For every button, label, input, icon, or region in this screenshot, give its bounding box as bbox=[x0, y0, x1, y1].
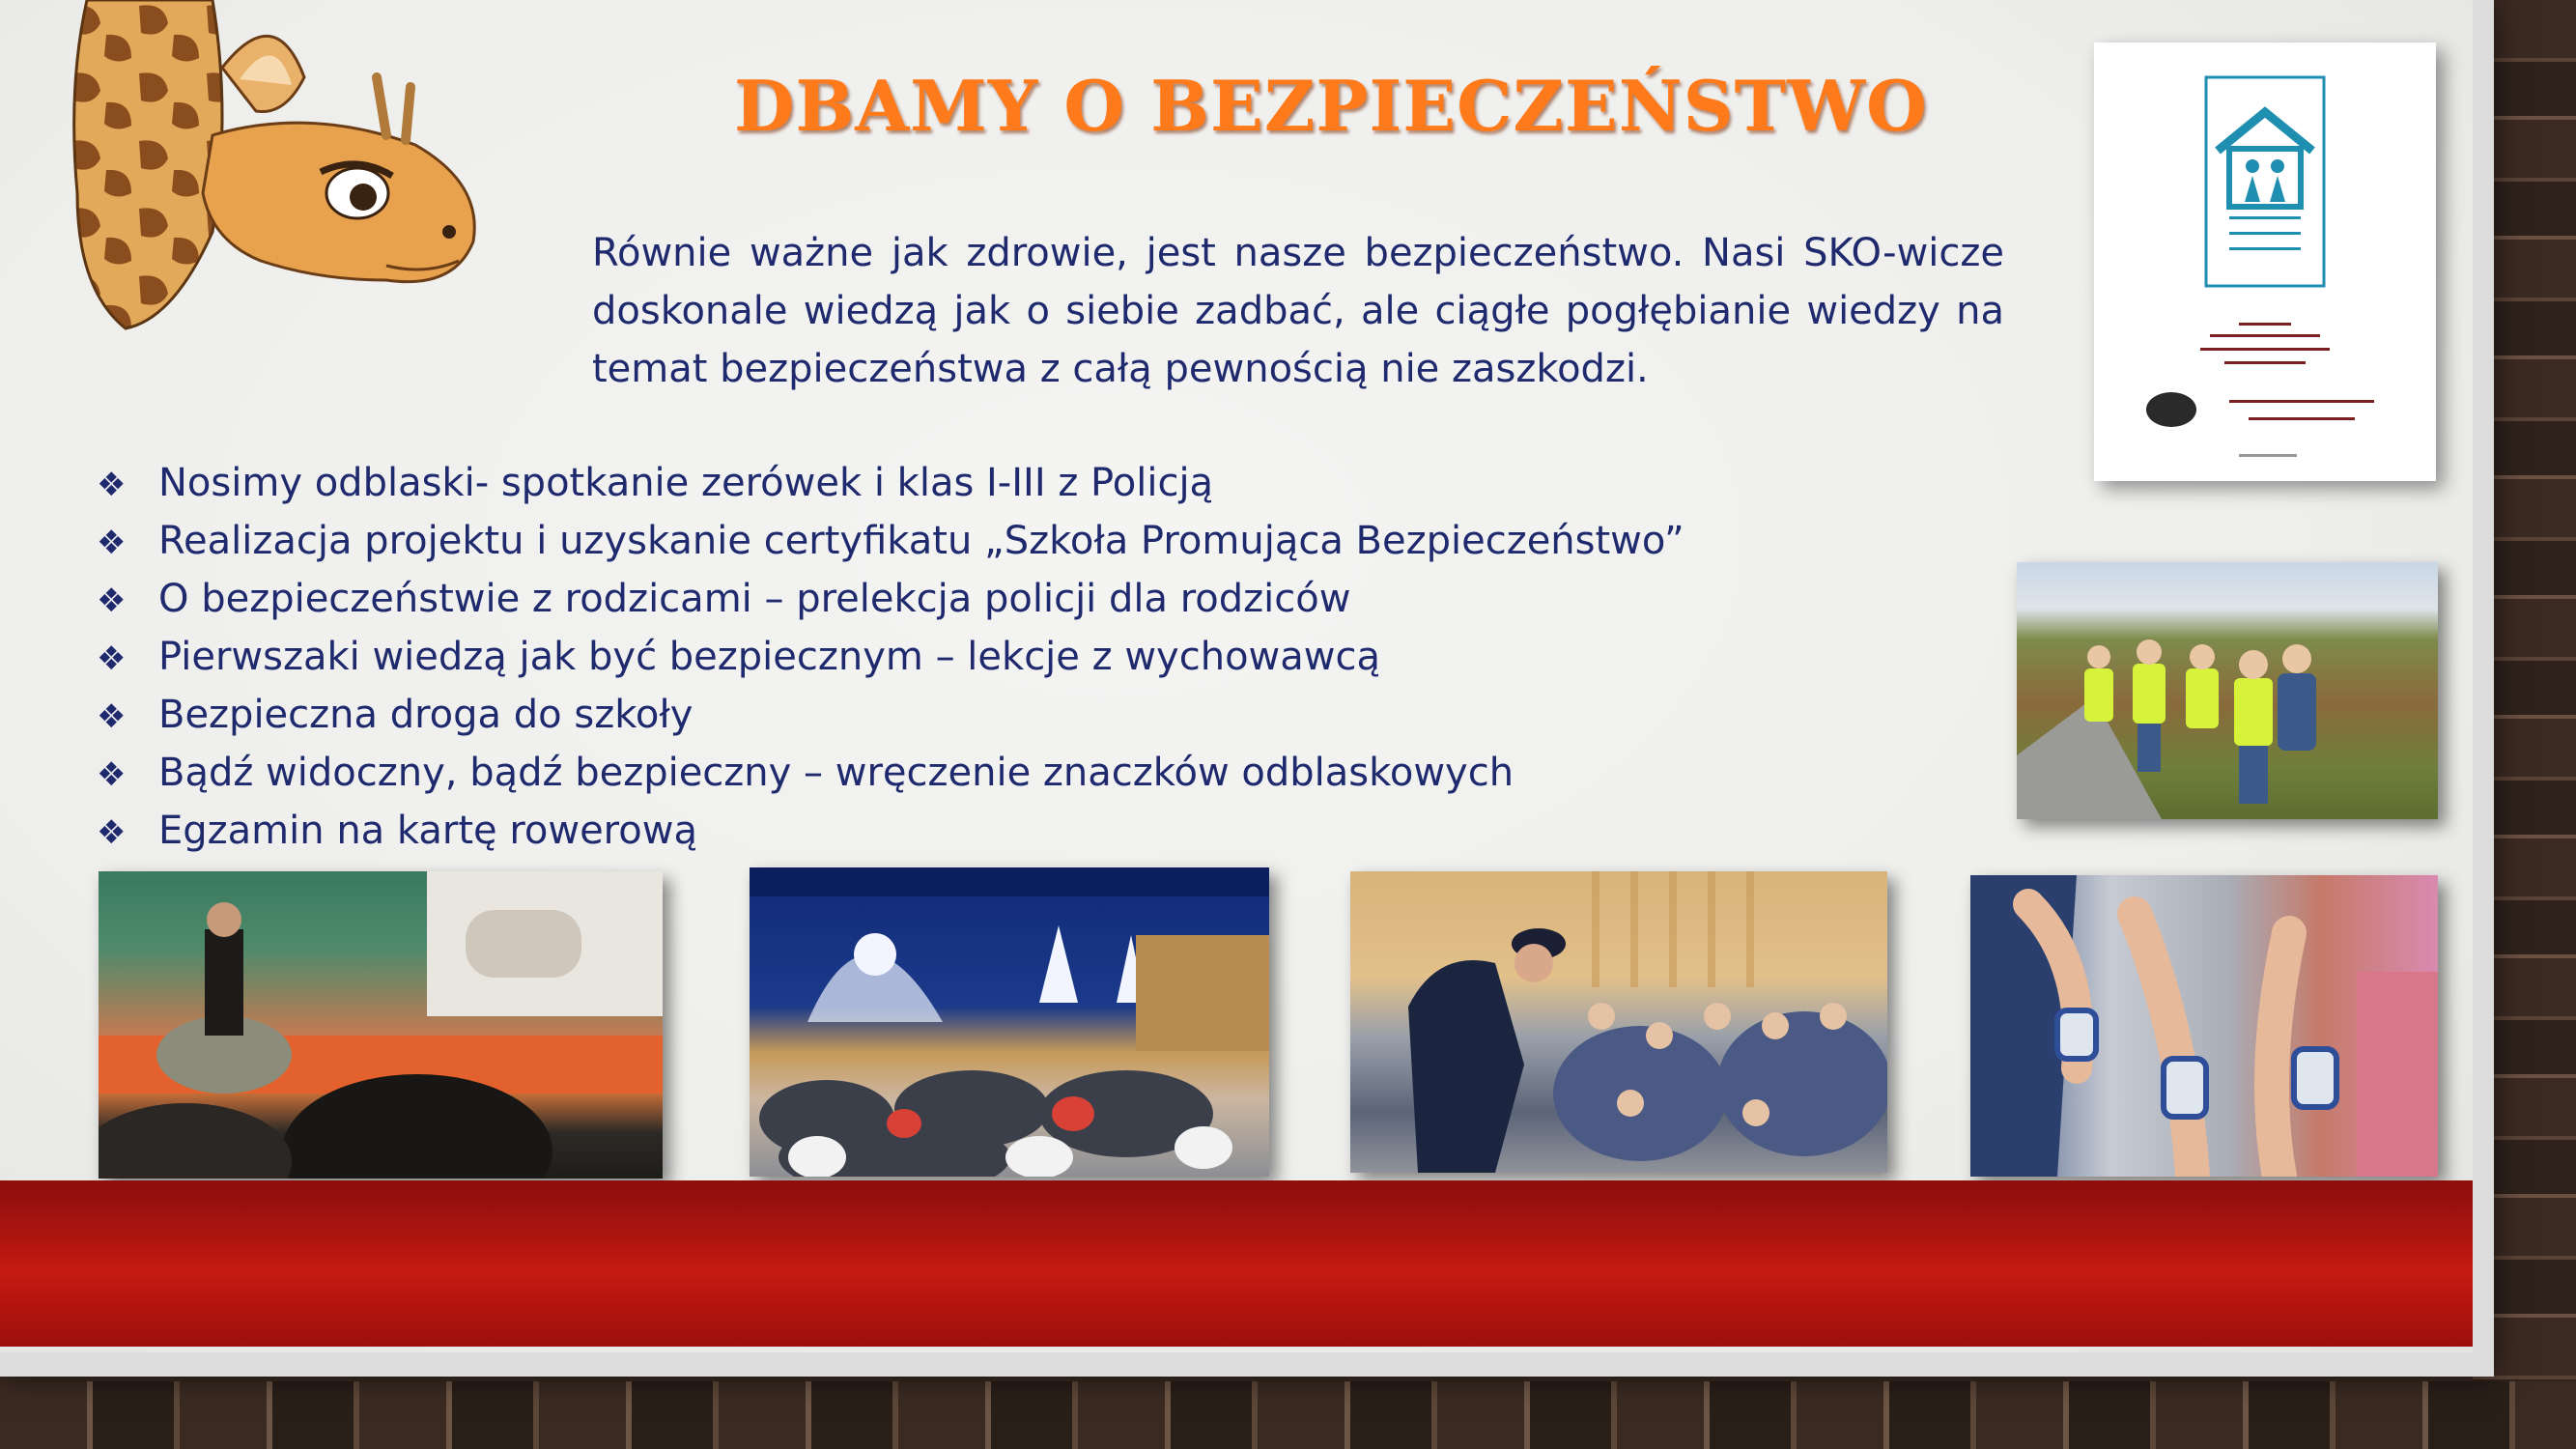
photo-children-reflective-vests bbox=[2017, 562, 2438, 819]
photo-school-hall-assembly bbox=[750, 867, 1269, 1177]
list-item bbox=[97, 512, 1980, 570]
presentation-room-icon bbox=[99, 871, 663, 1179]
assembly-hall-icon bbox=[750, 867, 1269, 1177]
diamond-bullet-icon: ❖ bbox=[97, 813, 127, 852]
list-item bbox=[97, 744, 1980, 802]
photo-parents-police-presentation bbox=[99, 871, 663, 1179]
reflective-badge-icon bbox=[1970, 875, 2438, 1177]
list-item bbox=[97, 686, 1980, 744]
children-walking-figures-icon bbox=[2017, 562, 2438, 819]
diamond-bullet-icon: ❖ bbox=[97, 755, 127, 794]
certificate-logo-icon bbox=[2094, 43, 2436, 481]
diamond-bullet-icon: ❖ bbox=[97, 697, 127, 736]
diamond-bullet-icon: ❖ bbox=[97, 582, 127, 620]
list-item-text: Egzamin na kartę rowerową bbox=[158, 809, 697, 853]
list-item-text: Bezpieczna droga do szkoły bbox=[158, 693, 694, 737]
certificate-image bbox=[2094, 43, 2436, 481]
photo-police-officer-with-children bbox=[1350, 871, 1887, 1173]
diamond-bullet-icon: ❖ bbox=[97, 639, 127, 678]
diamond-bullet-icon: ❖ bbox=[97, 466, 127, 504]
list-item-text: Pierwszaki wiedzą jak być bezpiecznym – lekcje z wychowawcą bbox=[158, 635, 1380, 679]
list-item bbox=[97, 570, 1980, 628]
diamond-bullet-icon: ❖ bbox=[97, 524, 127, 562]
list-item bbox=[97, 628, 1980, 686]
list-item-text: Bądź widoczny, bądź bezpieczny – wręczenie znaczków odblaskowych bbox=[158, 751, 1514, 795]
giraffe-image bbox=[68, 0, 493, 348]
police-officer-icon bbox=[1350, 871, 1887, 1173]
photo-children-reflective-badges bbox=[1970, 875, 2438, 1177]
list-item bbox=[97, 454, 1980, 512]
bullet-list bbox=[97, 454, 1980, 860]
list-item-text: Realizacja projektu i uzyskanie certyfikatu „Szkoła Promująca Bezpieczeństwo” bbox=[158, 519, 1684, 563]
slide-title: DBAMY O BEZPIECZEŃSTWO bbox=[734, 65, 1928, 147]
list-item-text: O bezpieczeństwie z rodzicami – prelekcja policji dla rodziców bbox=[158, 577, 1351, 621]
list-item bbox=[97, 802, 1980, 860]
intro-paragraph: Równie ważne jak zdrowie, jest nasze bezpieczeństwo. Nasi SKO-wicze doskonale wiedzą jak o siebie zadbać, ale ciągłe pogłębianie wiedzy na temat bezpieczeństwa z całą pewnością nie zaszkodzi. bbox=[592, 231, 2004, 391]
list-item-text: Nosimy odblaski- spotkanie zerówek i klas I-III z Policją bbox=[158, 461, 1214, 505]
footer-red-band bbox=[0, 1180, 2473, 1347]
background-brick-bottom bbox=[0, 1381, 2576, 1449]
